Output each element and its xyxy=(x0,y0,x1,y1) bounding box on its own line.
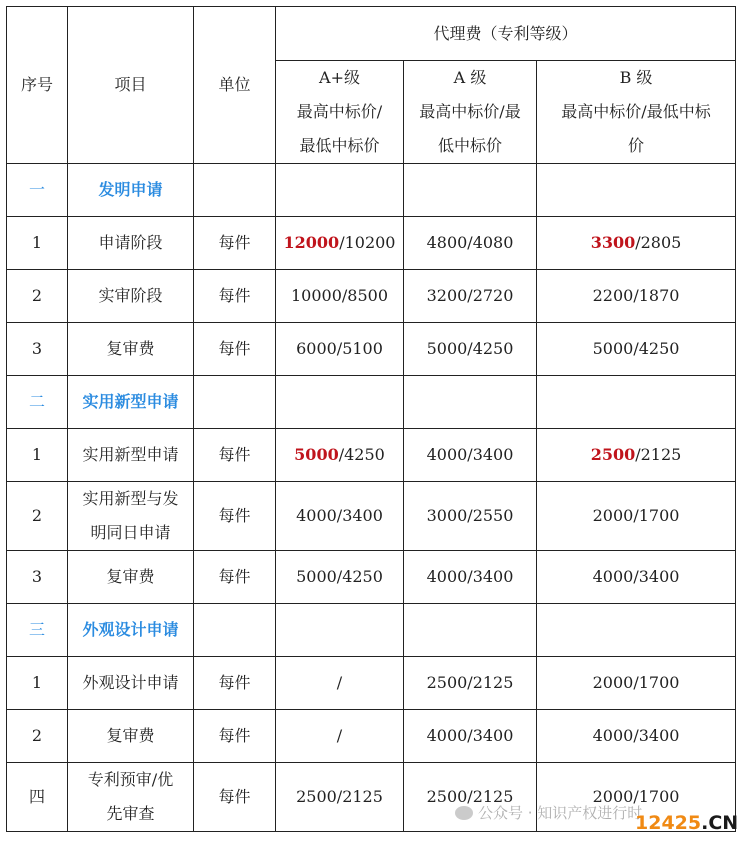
row-item: 实审阶段 xyxy=(68,270,194,323)
grade-name: A 级 xyxy=(453,68,487,87)
empty-cell xyxy=(404,604,537,657)
fee-b: 2200/1870 xyxy=(537,270,736,323)
header-row xyxy=(7,7,736,61)
row-item: 申请阶段 xyxy=(68,217,194,270)
header-grade-a-plus xyxy=(276,61,404,164)
fee-b: 2000/1700 xyxy=(537,763,736,832)
empty-cell xyxy=(537,604,736,657)
empty-cell xyxy=(404,376,537,429)
row-seq: 2 xyxy=(7,482,68,551)
fee-a: 3200/2720 xyxy=(404,270,537,323)
wechat-icon xyxy=(455,806,473,820)
watermark xyxy=(455,802,642,823)
fee-a-plus xyxy=(276,217,404,270)
row-item xyxy=(68,482,194,551)
table-row xyxy=(7,551,736,604)
empty-cell xyxy=(404,164,537,217)
row-seq: 2 xyxy=(7,270,68,323)
grade-line2: 价 xyxy=(628,136,645,155)
row-unit: 每件 xyxy=(194,429,276,482)
row-unit: 每件 xyxy=(194,657,276,710)
fee-b: 4000/3400 xyxy=(537,551,736,604)
row-item-line1: 实用新型与发 xyxy=(82,489,179,508)
row-unit: 每件 xyxy=(194,551,276,604)
section-row-invention xyxy=(7,164,736,217)
row-unit: 每件 xyxy=(194,763,276,832)
section-number: 三 xyxy=(7,604,68,657)
row-unit: 每件 xyxy=(194,217,276,270)
header-item: 项目 xyxy=(68,7,194,164)
highlight-price: 12000 xyxy=(283,233,340,252)
grade-line1: 最高中标价/最 xyxy=(419,102,521,121)
brand-suffix: .CN xyxy=(701,812,739,834)
fee-b: 4000/3400 xyxy=(537,710,736,763)
row-seq: 1 xyxy=(7,217,68,270)
table-row xyxy=(7,482,736,551)
row-item-line2: 明同日申请 xyxy=(90,523,171,542)
brand-number: 12425 xyxy=(635,812,702,834)
header-grade-b xyxy=(537,61,736,164)
highlight-price: 2500 xyxy=(590,445,636,464)
empty-cell xyxy=(276,376,404,429)
fee-a-plus: 6000/5100 xyxy=(276,323,404,376)
row-unit: 每件 xyxy=(194,710,276,763)
section-number: 一 xyxy=(7,164,68,217)
header-seq: 序号 xyxy=(7,7,68,164)
fee-a: 4000/3400 xyxy=(404,429,537,482)
row-unit: 每件 xyxy=(194,482,276,551)
watermark-text: 公众号 · 知识产权进行时 xyxy=(478,804,643,822)
price-rest: /2805 xyxy=(635,233,682,252)
fee-a: 4800/4080 xyxy=(404,217,537,270)
section-title: 发明申请 xyxy=(68,164,194,217)
row-item: 复审费 xyxy=(68,710,194,763)
grade-line2: 低中标价 xyxy=(437,136,502,155)
highlight-price: 5000 xyxy=(294,445,339,464)
fee-b: 2000/1700 xyxy=(537,482,736,551)
fee-a-plus: 5000/4250 xyxy=(276,551,404,604)
fee-a-plus: 2500/2125 xyxy=(276,763,404,832)
table-row xyxy=(7,270,736,323)
table-row xyxy=(7,429,736,482)
row-seq: 四 xyxy=(7,763,68,832)
fee-b: 2000/1700 xyxy=(537,657,736,710)
price-rest: /2125 xyxy=(635,445,682,464)
empty-cell xyxy=(276,604,404,657)
row-item-line1: 专利预审/优 xyxy=(87,770,174,789)
grade-line2: 最低中标价 xyxy=(299,136,380,155)
row-seq: 3 xyxy=(7,551,68,604)
table-row xyxy=(7,323,736,376)
fee-a-plus: 4000/3400 xyxy=(276,482,404,551)
section-title: 外观设计申请 xyxy=(68,604,194,657)
fee-a: 2500/2125 xyxy=(404,763,537,832)
row-item: 复审费 xyxy=(68,551,194,604)
fee-a-plus xyxy=(276,429,404,482)
fee-a-plus: / xyxy=(276,710,404,763)
section-row-design xyxy=(7,604,736,657)
grade-line1: 最高中标价/最低中标 xyxy=(561,102,711,121)
fee-a-plus: 10000/8500 xyxy=(276,270,404,323)
fee-a: 2500/2125 xyxy=(404,657,537,710)
row-item xyxy=(68,763,194,832)
table-row xyxy=(7,217,736,270)
empty-cell xyxy=(194,604,276,657)
row-item: 实用新型申请 xyxy=(68,429,194,482)
grade-line1: 最高中标价/ xyxy=(296,102,383,121)
header-grade-a xyxy=(404,61,537,164)
price-rest: /10200 xyxy=(339,233,396,252)
table-row xyxy=(7,657,736,710)
row-unit: 每件 xyxy=(194,323,276,376)
header-fee-group: 代理费（专利等级） xyxy=(276,7,736,61)
grade-name: B 级 xyxy=(619,68,653,87)
section-number: 二 xyxy=(7,376,68,429)
fee-a: 5000/4250 xyxy=(404,323,537,376)
fee-a: 4000/3400 xyxy=(404,551,537,604)
row-seq: 1 xyxy=(7,657,68,710)
row-seq: 2 xyxy=(7,710,68,763)
row-unit: 每件 xyxy=(194,270,276,323)
section-title: 实用新型申请 xyxy=(68,376,194,429)
row-seq: 1 xyxy=(7,429,68,482)
highlight-price: 3300 xyxy=(590,233,636,252)
brand-logo xyxy=(635,812,738,834)
section-row-utility-model xyxy=(7,376,736,429)
fee-a-plus: / xyxy=(276,657,404,710)
fee-b xyxy=(537,217,736,270)
row-item: 外观设计申请 xyxy=(68,657,194,710)
row-seq: 3 xyxy=(7,323,68,376)
fee-a: 3000/2550 xyxy=(404,482,537,551)
fee-b xyxy=(537,429,736,482)
empty-cell xyxy=(537,376,736,429)
empty-cell xyxy=(276,164,404,217)
empty-cell xyxy=(194,376,276,429)
empty-cell xyxy=(194,164,276,217)
empty-cell xyxy=(537,164,736,217)
row-item-line2: 先审查 xyxy=(106,804,155,823)
table-row xyxy=(7,710,736,763)
price-rest: /4250 xyxy=(338,445,385,464)
header-unit: 单位 xyxy=(194,7,276,164)
row-item: 复审费 xyxy=(68,323,194,376)
patent-fee-table xyxy=(6,6,739,834)
fee-b: 5000/4250 xyxy=(537,323,736,376)
grade-name: A+级 xyxy=(319,68,360,87)
fee-a: 4000/3400 xyxy=(404,710,537,763)
